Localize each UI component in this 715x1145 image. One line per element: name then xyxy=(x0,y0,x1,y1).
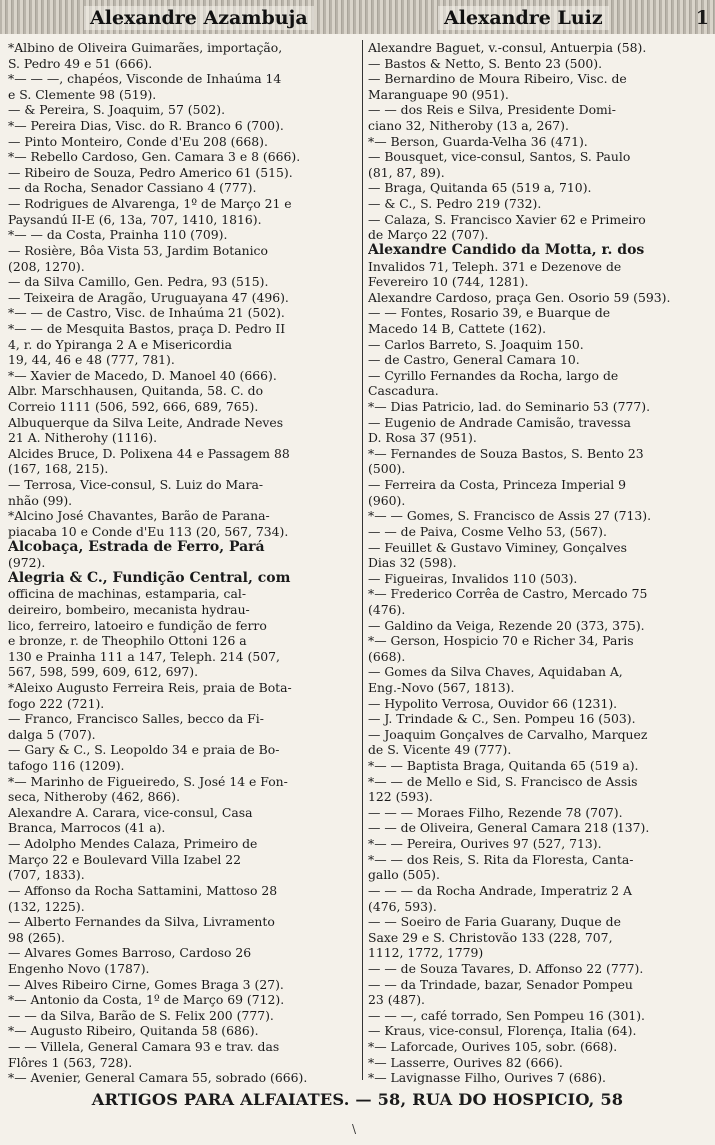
entry-line: — Eugenio de Andrade Camisão, travessa xyxy=(368,414,631,430)
entry-line: *— Laforcade, Ourives 105, sobr. (668). xyxy=(368,1039,618,1054)
entry-line: — — Fontes, Rosario 39, e Buarque de xyxy=(368,305,611,321)
entry-line: *— — de Mesquita Bastos, praça D. Pedro II xyxy=(8,320,286,336)
entry-line: Flôres 1 (563, 728). xyxy=(8,1054,133,1070)
left-column xyxy=(8,40,358,1085)
entry-line: Alcobaça, Estrada de Ferro, Pará xyxy=(8,539,265,555)
entry-line: 130 e Prainha 111 a 147, Teleph. 214 (507, xyxy=(8,648,280,664)
right-column xyxy=(368,40,708,1085)
entry-line: *— Rebello Cardoso, Gen. Camara 3 e 8 (666). xyxy=(8,149,301,165)
entry-line: — Adolpho Mendes Calaza, Primeiro de xyxy=(8,836,258,852)
entry-line: officina de machinas, estamparia, cal- xyxy=(8,586,247,602)
entry-line: — Pinto Monteiro, Conde d'Eu 208 (668). xyxy=(8,133,268,149)
entry-line: gallo (505). xyxy=(368,867,440,883)
entry-line: nhão (99). xyxy=(8,492,73,508)
entry-line: lico, ferreiro, latoeiro e fundição de ferro xyxy=(8,617,267,633)
page-header xyxy=(0,0,715,34)
entry-line: (476). xyxy=(368,601,406,617)
entry-line: piacaba 10 e Conde d'Eu 113 (20, 567, 734). xyxy=(8,523,289,539)
entry-line: Invalidos 71, Teleph. 371 e Dezenove de xyxy=(368,258,622,274)
entry-line: Maranguape 90 (951). xyxy=(368,86,509,102)
entry-line: — Rosière, Bôa Vista 53, Jardim Botanico xyxy=(8,242,268,258)
entry-line: Alexandre A. Carara, vice-consul, Casa xyxy=(8,804,253,820)
entry-line: e bronze, r. de Theophilo Ottoni 126 a xyxy=(8,633,247,649)
entry-line: fogo 222 (721). xyxy=(8,695,105,711)
entry-line: e S. Clemente 98 (519). xyxy=(8,86,157,102)
entry-line: dalga 5 (707). xyxy=(8,726,96,742)
column-divider xyxy=(362,40,363,1080)
entry-line: — — Villela, General Camara 93 e trav. das xyxy=(8,1039,280,1054)
entry-line: — Ribeiro de Souza, Pedro Americo 61 (515). xyxy=(8,164,293,180)
entry-line: *— Berson, Guarda-Velha 36 (471). xyxy=(368,133,588,149)
entry-line: — Bousquet, vice-consul, Santos, S. Paulo xyxy=(368,149,631,165)
entry-line: *— — de Mello e Sid, S. Francisco de Assis xyxy=(368,773,638,789)
entry-line: Alexandre Baguet, v.-consul, Antuerpia (58). xyxy=(368,40,647,55)
entry-line: *— Lavignasse Filho, Ourives 7 (686). xyxy=(368,1070,606,1085)
entry-line: *— Fernandes de Souza Bastos, S. Bento 23 xyxy=(368,445,644,461)
entry-line: (960). xyxy=(368,492,406,508)
entry-line: — — — da Rocha Andrade, Imperatriz 2 A xyxy=(368,882,632,898)
entry-line: (707, 1833). xyxy=(8,867,85,883)
entry-line: — Bastos & Netto, S. Bento 23 (500). xyxy=(368,55,603,71)
entry-line: *— Gerson, Hospicio 70 e Richer 34, Paris xyxy=(368,633,634,649)
entry-line: — — de Oliveira, General Camara 218 (137). xyxy=(368,820,650,836)
entry-line: Branca, Marrocos (41 a). xyxy=(8,820,166,836)
entry-line: (972). xyxy=(8,555,46,571)
entry-line: tafogo 116 (1209). xyxy=(8,758,125,774)
entry-line: de S. Vicente 49 (777). xyxy=(368,742,512,758)
entry-line: *— Augusto Ribeiro, Quitanda 58 (686). xyxy=(8,1023,259,1039)
entry-line: — Bernardino de Moura Ribeiro, Visc. de xyxy=(368,71,627,87)
entry-line: — — de Souza Tavares, D. Affonso 22 (777). xyxy=(368,960,644,976)
entry-line: *— — Gomes, S. Francisco de Assis 27 (713). xyxy=(368,508,652,524)
entry-line: 4, r. do Ypiranga 2 A e Misericordia xyxy=(8,336,232,352)
entry-line: — Cyrillo Fernandes da Rocha, largo de xyxy=(368,367,619,383)
entry-line: (167, 168, 215). xyxy=(8,461,109,477)
entry-line: *— — de Castro, Visc. de Inhaúma 21 (502). xyxy=(8,305,285,321)
page-number: 1 xyxy=(695,7,709,29)
entry-line: — Joaquim Gonçalves de Carvalho, Marquez xyxy=(368,726,648,742)
entry-line: — Alves Ribeiro Cirne, Gomes Braga 3 (27). xyxy=(8,976,284,992)
entry-line: — & C., S. Pedro 219 (732). xyxy=(368,196,542,212)
entry-line: 1112, 1772, 1779) xyxy=(368,945,484,961)
entry-line: *— Frederico Corrêa de Castro, Mercado 75 xyxy=(368,586,648,602)
entry-line: *— Marinho de Figueiredo, S. José 14 e Fon- xyxy=(8,773,288,789)
entry-line: Paysandú II-E (6, 13a, 707, 1410, 1816). xyxy=(8,211,262,227)
entry-line: — Gary & C., S. Leopoldo 34 e praia de Bo- xyxy=(8,742,280,758)
entry-line: — Feuillet & Gustavo Viminey, Gonçalves xyxy=(368,539,627,555)
entry-line: — Gomes da Silva Chaves, Aquidaban A, xyxy=(368,664,623,680)
entry-line: — Calaza, S. Francisco Xavier 62 e Primeiro xyxy=(368,211,646,227)
entry-line: 23 (487). xyxy=(368,992,425,1008)
entry-line: — — da Silva, Barão de S. Felix 200 (777). xyxy=(8,1007,274,1023)
entry-line: — Hypolito Verrosa, Ouvidor 66 (1231). xyxy=(368,695,618,711)
entry-line: — — —, café torrado, Sen Pompeu 16 (301). xyxy=(368,1007,645,1023)
entry-line: — de Castro, General Camara 10. xyxy=(368,352,580,368)
entry-line: 122 (593). xyxy=(368,789,433,805)
entry-line: — Teixeira de Aragão, Uruguayana 47 (496). xyxy=(8,289,289,305)
entry-line: — Franco, Francisco Salles, becco da Fi- xyxy=(8,711,264,727)
entry-line: (476, 593). xyxy=(368,898,437,914)
entry-line: — Alvares Gomes Barroso, Cardoso 26 xyxy=(8,945,252,961)
entry-line: 21 A. Nitherohy (1116). xyxy=(8,430,158,446)
entry-line: ciano 32, Nitheroby (13 a, 267). xyxy=(368,118,569,134)
entry-line: Fevereiro 10 (744, 1281). xyxy=(368,274,529,290)
entry-line: — Alberto Fernandes da Silva, Livramento xyxy=(8,914,275,930)
entry-line: Alegria & C., Fundição Central, com xyxy=(8,570,291,586)
entry-line: S. Pedro 49 e 51 (666). xyxy=(8,55,153,71)
entry-line: — Rodrigues de Alvarenga, 1º de Março 21 e xyxy=(8,196,292,212)
entry-line: — — Soeiro de Faria Guarany, Duque de xyxy=(368,914,621,930)
entry-line: *— — da Costa, Prainha 110 (709). xyxy=(8,227,228,243)
entry-line: — Kraus, vice-consul, Florença, Italia (64). xyxy=(368,1023,637,1039)
entry-line: de Março 22 (707). xyxy=(368,227,489,243)
entry-line: *— Avenier, General Camara 55, sobrado (666). xyxy=(8,1070,308,1085)
entry-line: Dias 32 (598). xyxy=(368,555,457,571)
entry-line: — Braga, Quitanda 65 (519 a, 710). xyxy=(368,180,592,196)
entry-line: — Terrosa, Vice-consul, S. Luiz do Mara- xyxy=(8,477,264,493)
entry-line: — — — Moraes Filho, Rezende 78 (707). xyxy=(368,804,623,820)
header-right-term: Alexandre Luiz xyxy=(438,6,609,30)
entry-line: *Alcino José Chavantes, Barão de Parana- xyxy=(8,508,270,524)
entry-line: — Affonso da Rocha Sattamini, Mattoso 28 xyxy=(8,882,278,898)
bottom-mark: \ xyxy=(352,1122,357,1136)
entry-line: *— Xavier de Macedo, D. Manoel 40 (666). xyxy=(8,367,277,383)
entry-line: Correio 1111 (506, 592, 666, 689, 765). xyxy=(8,399,259,415)
entry-line: — Carlos Barreto, S. Joaquim 150. xyxy=(368,336,584,352)
entry-line: Alexandre Candido da Motta, r. dos xyxy=(368,242,645,258)
header-left-term: Alexandre Azambuja xyxy=(84,6,314,30)
entry-line: deireiro, bombeiro, mecanista hydrau- xyxy=(8,601,250,617)
entry-line: *Aleixo Augusto Ferreira Reis, praia de Bota- xyxy=(8,679,292,695)
entry-line: Albr. Marschhausen, Quitanda, 58. C. do xyxy=(8,383,264,399)
entry-line: (81, 87, 89). xyxy=(368,164,445,180)
entry-line: *— Antonio da Costa, 1º de Março 69 (712). xyxy=(8,992,285,1008)
entry-line: Alexandre Cardoso, praça Gen. Osorio 59 (593). xyxy=(368,289,671,305)
footer-advert: ARTIGOS PARA ALFAIATES. — 58, RUA DO HOSPICIO, 58 xyxy=(91,1090,624,1109)
entry-line: — da Silva Camillo, Gen. Pedra, 93 (515). xyxy=(8,274,269,290)
entry-line: *— — —, chapéos, Visconde de Inhaúma 14 xyxy=(8,71,282,87)
entry-line: Engenho Novo (1787). xyxy=(8,960,150,976)
entry-line: — Figueiras, Invalidos 110 (503). xyxy=(368,570,578,586)
entry-line: Albuquerque da Silva Leite, Andrade Neves xyxy=(8,414,284,430)
entry-line: Eng.-Novo (567, 1813). xyxy=(368,679,515,695)
entry-line: Março 22 e Boulevard Villa Izabel 22 xyxy=(8,851,242,867)
entry-line: 567, 598, 599, 609, 612, 697). xyxy=(8,664,199,680)
entry-line: *Albino de Oliveira Guimarães, importação, xyxy=(8,40,283,55)
entry-line: (668). xyxy=(368,648,406,664)
entry-line: *— Pereira Dias, Visc. do R. Branco 6 (700). xyxy=(8,118,284,134)
entry-line: D. Rosa 37 (951). xyxy=(368,430,477,446)
entry-line: *— — Pereira, Ourives 97 (527, 713). xyxy=(368,836,602,852)
entry-line: seca, Nitheroby (462, 866). xyxy=(8,789,181,805)
entry-line: — Ferreira da Costa, Princeza Imperial 9 xyxy=(368,477,627,493)
entry-line: 19, 44, 46 e 48 (777, 781). xyxy=(8,352,175,368)
entry-line: — — dos Reis e Silva, Presidente Domi- xyxy=(368,102,616,118)
entry-line: *— Dias Patricio, lad. do Seminario 53 (777). xyxy=(368,399,651,415)
entry-line: 98 (265). xyxy=(8,929,65,945)
entry-line: — — de Paiva, Cosme Velho 53, (567). xyxy=(368,523,607,539)
entry-line: Saxe 29 e S. Christovão 133 (228, 707, xyxy=(368,929,613,945)
entry-line: — Galdino da Veiga, Rezende 20 (373, 375). xyxy=(368,617,645,633)
entry-line: Cascadura. xyxy=(368,383,439,399)
entry-line: *— — Baptista Braga, Quitanda 65 (519 a). xyxy=(368,758,639,774)
entry-line: — J. Trindade & C., Sen. Pompeu 16 (503). xyxy=(368,711,636,727)
entry-line: *— — dos Reis, S. Rita da Floresta, Canta- xyxy=(368,851,634,867)
entry-line: — & Pereira, S. Joaquim, 57 (502). xyxy=(8,102,226,118)
entry-line: (500). xyxy=(368,461,406,477)
entry-line: (132, 1225). xyxy=(8,898,85,914)
entry-line: — da Rocha, Senador Cassiano 4 (777). xyxy=(8,180,257,196)
entry-line: (208, 1270). xyxy=(8,258,85,274)
entry-line: — — da Trindade, bazar, Senador Pompeu xyxy=(368,976,633,992)
entry-line: Alcides Bruce, D. Polixena 44 e Passagem 88 xyxy=(8,445,290,461)
entry-line: Macedo 14 B, Cattete (162). xyxy=(368,320,547,336)
entry-line: *— Lasserre, Ourives 82 (666). xyxy=(368,1054,563,1070)
